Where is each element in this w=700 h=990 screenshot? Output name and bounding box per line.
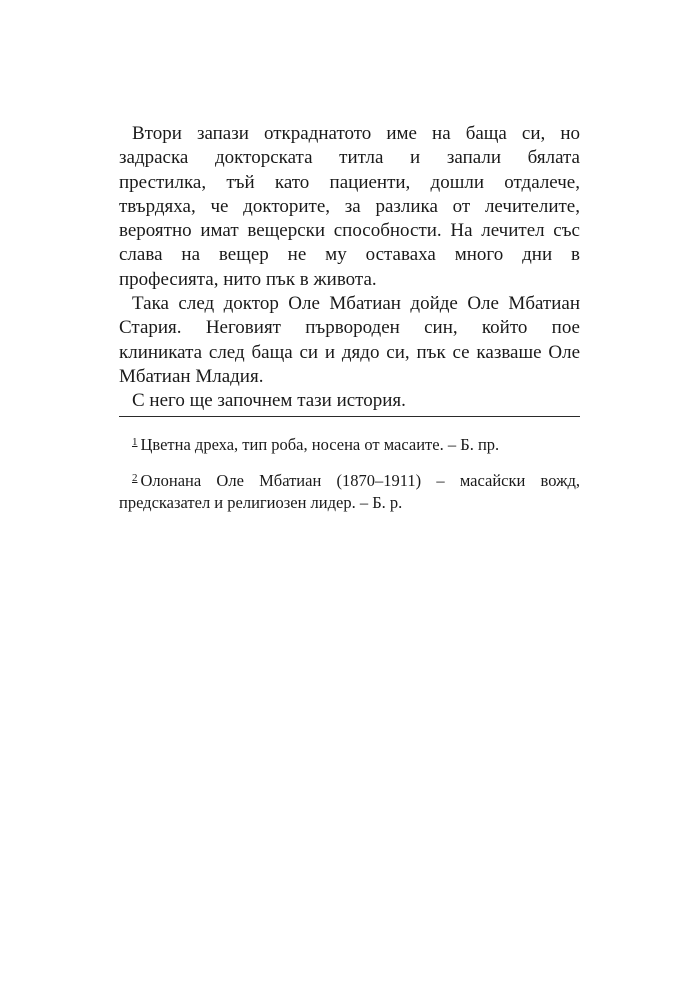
text-line: С него ще започнем тази история. (132, 390, 406, 412)
text-line: слава на вещер не му оставаха много дни в (119, 244, 580, 266)
text-line: Втори запази откраднатото име на баща си, но (132, 123, 580, 144)
text-line: професията, нито пък в живота. (119, 268, 377, 290)
footnote-marker: 2 (132, 472, 138, 484)
text-line: вероятно имат вещерски способности. На лечител със (119, 220, 580, 242)
footnote-marker: 1 (132, 436, 138, 448)
paragraph (119, 122, 580, 292)
footnote (119, 467, 580, 514)
text-line: Стария. Неговият първороден син, който пое (119, 317, 580, 339)
footnote-line (119, 467, 580, 492)
footnote (119, 431, 580, 456)
text-line: престилка, тъй като пациенти, дошли отдалече, (119, 171, 580, 193)
paragraph (119, 292, 580, 389)
text-line: задраска докторската титла и запали бялата (119, 147, 580, 169)
body-text (119, 122, 580, 414)
text-line: твърдяха, че докторите, за разлика от лечителите, (119, 195, 580, 217)
footnote-line (119, 431, 580, 456)
footnotes (119, 431, 580, 525)
paragraph (119, 389, 580, 413)
text-line: Така след доктор Оле Мбатиан дойде Оле Мбатиан (132, 293, 580, 315)
footnote-line: предсказател и религиозен лидер. – Б. р. (119, 493, 403, 512)
footnote-text: Олонана Оле Мбатиан (1870–1911) – масайски вожд, (140, 471, 580, 490)
footnote-text: Цветна дреха, тип роба, носена от масаите. – Б. пр. (140, 435, 500, 454)
footnote-separator (119, 416, 580, 417)
text-line: клиниката след баща си и дядо си, пък се казваше Оле (119, 341, 580, 363)
text-line: Мбатиан Младия. (119, 365, 264, 387)
